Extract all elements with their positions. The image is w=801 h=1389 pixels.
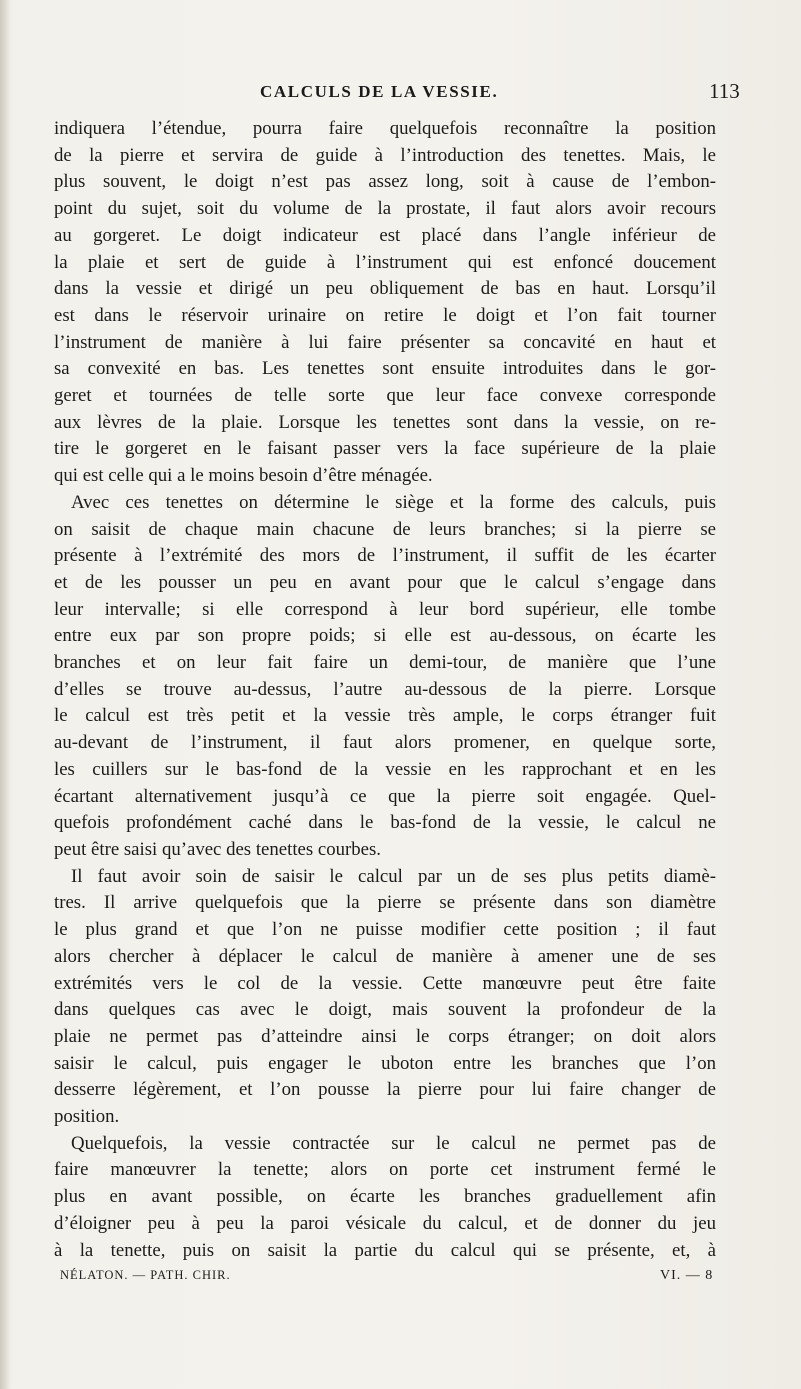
text-line: extrémités vers le col de la vessie. Cette manœuvre peut être faite bbox=[54, 972, 716, 994]
text-line: tres. Il arrive quelquefois que la pierre se présente dans son diamètre bbox=[54, 892, 716, 914]
running-title: CALCULS DE LA VESSIE. bbox=[260, 82, 499, 101]
body-text bbox=[54, 116, 716, 1264]
page-number: 113 bbox=[709, 79, 740, 103]
text-line: présente à l’extrémité des mors de l’instrument, il suffit de les écarter bbox=[54, 545, 716, 567]
text-line: plus en avant possible, on écarte les branches graduellement afin bbox=[54, 1186, 716, 1208]
text-line: l’instrument de manière à lui faire présenter sa concavité en haut et bbox=[54, 331, 716, 353]
text-line: au gorgeret. Le doigt indicateur est placé dans l’angle inférieur de bbox=[54, 224, 716, 246]
text-line: de la pierre et servira de guide à l’introduction des tenettes. Mais, le bbox=[54, 144, 716, 166]
text-line: aux lèvres de la plaie. Lorsque les tenettes sont dans la vessie, on re- bbox=[54, 411, 716, 433]
text-line: desserre légèrement, et l’on pousse la pierre pour lui faire changer de bbox=[54, 1079, 716, 1101]
text-line: d’éloigner peu à peu la paroi vésicale du calcul, et de donner du jeu bbox=[54, 1212, 716, 1234]
text-line: geret et tournées de telle sorte que leur face convexe corresponde bbox=[54, 385, 716, 407]
text-line: indiquera l’étendue, pourra faire quelquefois reconnaître la position bbox=[54, 118, 716, 139]
text-line: au-devant de l’instrument, il faut alors promener, en quelque sorte, bbox=[54, 732, 716, 754]
text-line: sa convexité en bas. Les tenettes sont ensuite introduites dans le gor- bbox=[54, 358, 716, 380]
text-line: dans la vessie et dirigé un peu obliquement de bas en haut. Lorsqu’il bbox=[54, 278, 716, 300]
text-line: on saisit de chaque main chacune de leurs branches; si la pierre se bbox=[54, 518, 716, 540]
text-line: à la tenette, puis on saisit la partie du calcul qui se présente, et, à bbox=[54, 1239, 716, 1261]
page-gutter-shadow bbox=[0, 0, 10, 1389]
text-line: leur intervalle; si elle correspond à leur bord supérieur, elle tombe bbox=[54, 598, 716, 620]
text-line: peut être saisi qu’avec des tenettes courbes. bbox=[54, 838, 381, 860]
text-line: Quelquefois, la vessie contractée sur le calcul ne permet pas de bbox=[71, 1132, 716, 1154]
text-line: plus souvent, le doigt n’est pas assez long, soit à cause de l’embon- bbox=[54, 171, 716, 193]
text-line: le calcul est très petit et la vessie très ample, le corps étranger fuit bbox=[54, 705, 716, 727]
text-line: position. bbox=[54, 1106, 120, 1128]
page-footer bbox=[0, 1268, 801, 1288]
text-line: quefois profondément caché dans le bas-fond de la vessie, le calcul ne bbox=[54, 812, 716, 834]
text-line: branches et on leur fait faire un demi-tour, de manière que l’une bbox=[54, 652, 716, 674]
text-line: dans quelques cas avec le doigt, mais souvent la profondeur de la bbox=[54, 999, 716, 1021]
text-line: est dans le réservoir urinaire on retire le doigt et l’on fait tourner bbox=[54, 304, 716, 326]
text-line: Il faut avoir soin de saisir le calcul par un de ses plus petits diamè- bbox=[71, 865, 716, 887]
footer-sheet-mark: VI. — 8 bbox=[660, 1268, 714, 1283]
text-line: point du sujet, soit du volume de la prostate, il faut alors avoir recours bbox=[54, 198, 716, 220]
text-line: le plus grand et que l’on ne puisse modifier cette position ; il faut bbox=[54, 919, 716, 941]
footer-signature: NÉLATON. — PATH. CHIR. bbox=[60, 1268, 231, 1282]
text-line: et de les pousser un peu en avant pour que le calcul s’engage dans bbox=[54, 571, 716, 593]
text-line: écartant alternativement jusqu’à ce que la pierre soit engagée. Quel- bbox=[54, 785, 716, 807]
text-line: les cuillers sur le bas-fond de la vessie en les rapprochant et en les bbox=[54, 758, 716, 780]
text-line: tire le gorgeret en le faisant passer vers la face supérieure de la plaie bbox=[54, 438, 716, 460]
text-line: plaie ne permet pas d’atteindre ainsi le corps étranger; on doit alors bbox=[54, 1025, 716, 1047]
text-line: Avec ces tenettes on détermine le siège et la forme des calculs, puis bbox=[71, 491, 716, 513]
text-line: la plaie et sert de guide à l’instrument qui est enfoncé doucement bbox=[54, 251, 716, 273]
text-line: d’elles se trouve au-dessus, l’autre au-dessous de la pierre. Lorsque bbox=[54, 678, 716, 700]
text-line: saisir le calcul, puis engager le uboton entre les branches que l’on bbox=[54, 1052, 716, 1074]
text-line: entre eux par son propre poids; si elle est au-dessous, on écarte les bbox=[54, 625, 716, 647]
page-header bbox=[0, 79, 801, 106]
text-line: alors chercher à déplacer le calcul de manière à amener une de ses bbox=[54, 945, 716, 967]
text-line: qui est celle qui a le moins besoin d’être ménagée. bbox=[54, 465, 433, 487]
text-line: faire manœuvrer la tenette; alors on porte cet instrument fermé le bbox=[54, 1159, 716, 1181]
